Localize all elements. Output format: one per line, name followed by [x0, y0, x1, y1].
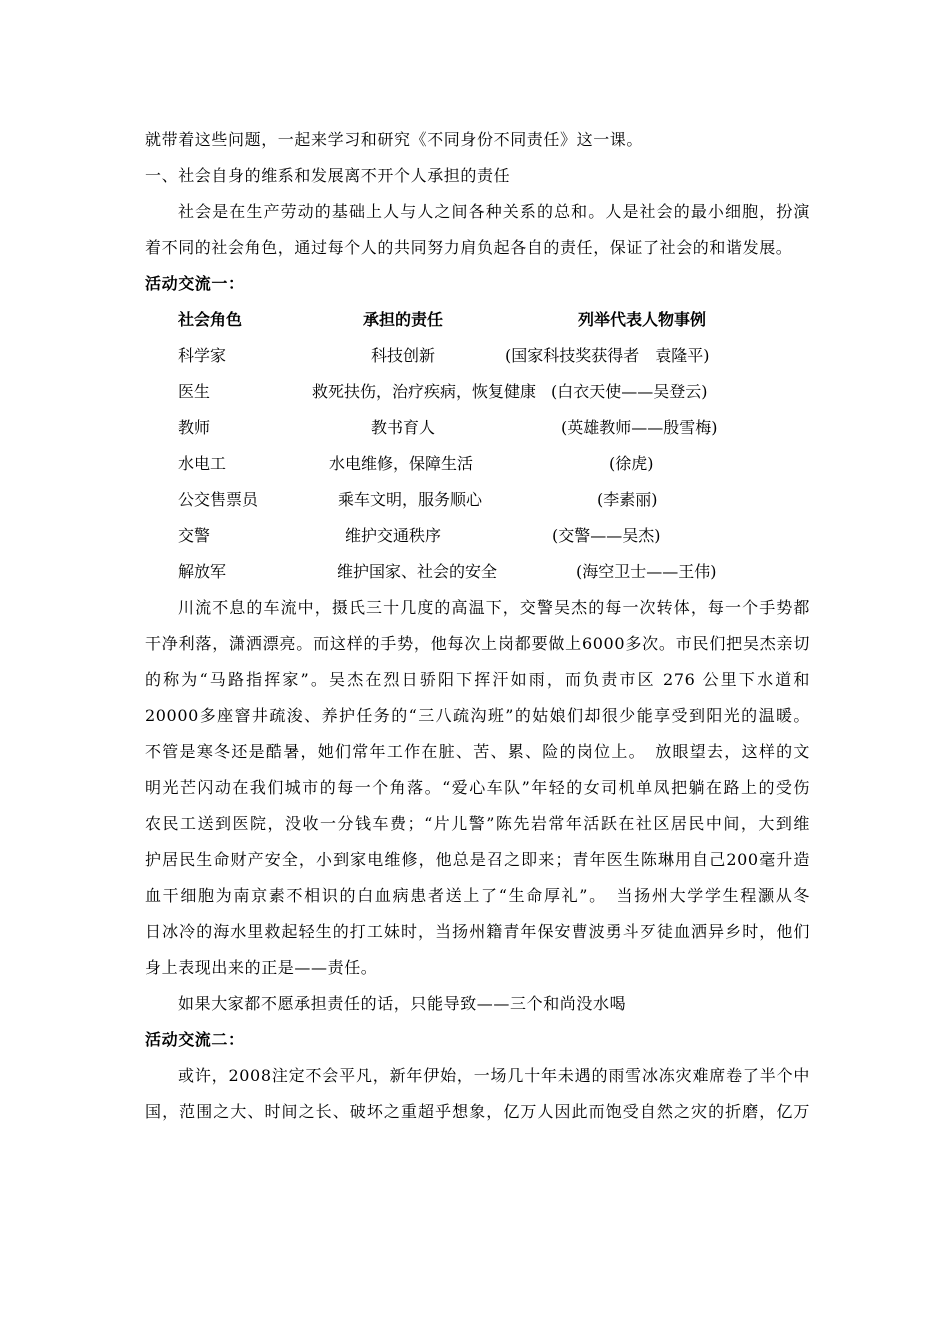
document-page: [145, 122, 810, 1130]
table-header-cell: 承担的责任: [363, 310, 444, 329]
table-row: [145, 338, 810, 374]
table-cell-duty: 维护交通秩序: [345, 526, 442, 545]
table-cell-role: 交警: [178, 526, 211, 545]
table-cell-role: 科学家: [178, 346, 227, 365]
table-cell-example: (英雄教师——殷雪梅): [561, 418, 718, 437]
table-row: [145, 410, 810, 446]
paragraph-line: 干净利落，潇洒漂亮。而这样的手势，他每次上岗都要做上6000多次。市民们把吴杰亲切: [145, 634, 810, 653]
table-header-cell: 列举代表人物事例: [578, 310, 707, 329]
paragraph-line: 血干细胞为南京素不相识的白血病患者送上了“生命厚礼”。 当扬州大学学生程灏从冬: [145, 886, 810, 905]
table-cell-duty: 乘车文明，服务顺心: [338, 490, 483, 509]
paragraph-line: 社会是在生产劳动的基础上人与人之间各种关系的总和。人是社会的最小细胞，扮演: [178, 202, 810, 221]
table-cell-role: 医生: [178, 382, 211, 401]
paragraph-line: 的称为“马路指挥家”。吴杰在烈日骄阳下挥汗如雨，而负责市区 276 公里下水道和: [145, 670, 810, 689]
table-cell-example: (徐虎): [609, 454, 654, 473]
table-cell-example: (海空卫士——王伟): [576, 562, 717, 581]
activity-heading: 活动交流一：: [145, 274, 245, 293]
paragraph-line: 着不同的社会角色，通过每个人的共同努力肩负起各自的责任，保证了社会的和谐发展。: [145, 238, 793, 257]
table-cell-role: 解放军: [178, 562, 227, 581]
table-cell-role: 水电工: [178, 454, 227, 473]
paragraph-line: 护居民生命财产安全，小到家电维修，他总是召之即来；青年医生陈琳用自己200毫升造: [145, 850, 810, 869]
table-cell-role: 公交售票员: [178, 490, 259, 509]
table-header-cell: 社会角色: [178, 310, 243, 329]
paragraph-line: 或许，2008注定不会平凡，新年伊始，一场几十年未遇的雨雪冰冻灾难席卷了半个中: [178, 1066, 810, 1085]
paragraph-line: 农民工送到医院，没收一分钱车费；“片儿警”陈先岩常年活跃在社区居民中间，大到维: [145, 814, 810, 833]
section-heading: 一、社会自身的维系和发展离不开个人承担的责任: [145, 166, 511, 185]
table-cell-example: (白衣天使——吴登云): [551, 382, 708, 401]
table-cell-duty: 救死扶伤，治疗疾病，恢复健康: [312, 382, 537, 401]
table-cell-duty: 维护国家、社会的安全: [337, 562, 498, 581]
table-row: [145, 518, 810, 554]
activity-heading: 活动交流二：: [145, 1030, 245, 1049]
paragraph-line: 日冰冷的海水里救起轻生的打工妹时，当扬州籍青年保安曹波勇斗歹徒血洒异乡时，他们: [145, 922, 810, 941]
table-cell-duty: 水电维修，保障生活: [329, 454, 474, 473]
conclusion-line: 如果大家都不愿承担责任的话，只能导致——三个和尚没水喝: [178, 994, 627, 1013]
paragraph-line: 不管是寒冬还是酷暑，她们常年工作在脏、苦、累、险的岗位上。 放眼望去，这样的文: [145, 742, 810, 761]
table-row: [145, 374, 810, 410]
intro-line: 就带着这些问题，一起来学习和研究《不同身份不同责任》这一课。: [145, 130, 644, 149]
paragraph-line: 20000多座窨井疏浚、养护任务的“三八疏沟班”的姑娘们却很少能享受到阳光的温暖。: [145, 706, 810, 725]
paragraph-line: 明光芒闪动在我们城市的每一个角落。“爱心车队”年轻的女司机单凤把躺在路上的受伤: [145, 778, 810, 797]
table-cell-example: (交警——吴杰): [552, 526, 661, 545]
table-cell-duty: 科技创新: [371, 346, 436, 365]
table-cell-role: 教师: [178, 418, 211, 437]
table-row: [145, 554, 810, 590]
table-header-row: [145, 302, 810, 338]
table-cell-duty: 教书育人: [371, 418, 436, 437]
table-cell-example: (国家科技奖获得者 袁隆平): [505, 346, 710, 365]
table-cell-example: (李素丽): [597, 490, 658, 509]
table-row: [145, 482, 810, 518]
paragraph-line: 川流不息的车流中，摄氏三十几度的高温下，交警吴杰的每一次转体，每一个手势都: [178, 598, 810, 617]
table-row: [145, 446, 810, 482]
paragraph-line: 国，范围之大、时间之长、破坏之重超乎想象，亿万人因此而饱受自然之灾的折磨，亿万: [145, 1102, 810, 1121]
paragraph-line: 身上表现出来的正是——责任。: [145, 958, 378, 977]
